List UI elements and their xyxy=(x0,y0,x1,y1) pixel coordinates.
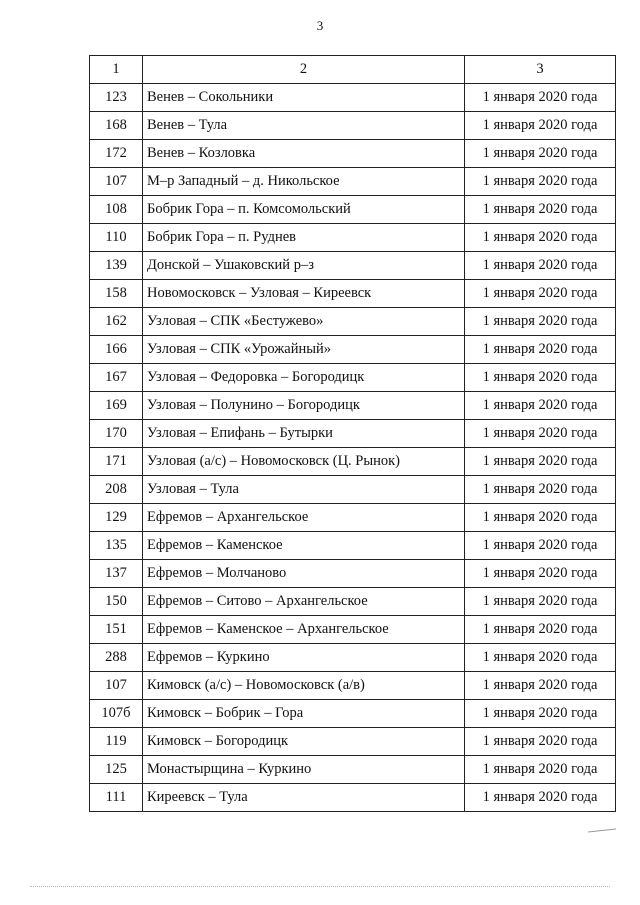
route-name-cell: Узловая – СПК «Урожайный» xyxy=(143,336,465,364)
start-date-cell: 1 января 2020 года xyxy=(465,448,616,476)
table-row xyxy=(90,112,616,140)
route-name-cell: Ефремов – Архангельское xyxy=(143,504,465,532)
route-name-cell: Узловая – Федоровка – Богородицк xyxy=(143,364,465,392)
route-name-cell: Венев – Козловка xyxy=(143,140,465,168)
start-date-cell: 1 января 2020 года xyxy=(465,224,616,252)
route-number-cell: 151 xyxy=(90,616,143,644)
route-number-cell: 170 xyxy=(90,420,143,448)
table-row xyxy=(90,756,616,784)
start-date-cell: 1 января 2020 года xyxy=(465,588,616,616)
start-date-cell: 1 января 2020 года xyxy=(465,644,616,672)
start-date-cell: 1 января 2020 года xyxy=(465,784,616,812)
table-row xyxy=(90,84,616,112)
table-row xyxy=(90,196,616,224)
start-date-cell: 1 января 2020 года xyxy=(465,476,616,504)
table-row xyxy=(90,504,616,532)
start-date-cell: 1 января 2020 года xyxy=(465,168,616,196)
start-date-cell: 1 января 2020 года xyxy=(465,280,616,308)
start-date-cell: 1 января 2020 года xyxy=(465,196,616,224)
start-date-cell: 1 января 2020 года xyxy=(465,112,616,140)
route-number-cell: 150 xyxy=(90,588,143,616)
scan-pen-mark xyxy=(588,829,616,833)
route-name-cell: Венев – Тула xyxy=(143,112,465,140)
start-date-cell: 1 января 2020 года xyxy=(465,420,616,448)
table-row xyxy=(90,252,616,280)
table-row xyxy=(90,644,616,672)
route-number-cell: 119 xyxy=(90,728,143,756)
route-name-cell: Ефремов – Куркино xyxy=(143,644,465,672)
route-name-cell: М–р Западный – д. Никольское xyxy=(143,168,465,196)
route-number-cell: 125 xyxy=(90,756,143,784)
page-number: 3 xyxy=(316,18,324,33)
table-row xyxy=(90,728,616,756)
start-date-cell: 1 января 2020 года xyxy=(465,140,616,168)
table-row xyxy=(90,168,616,196)
route-number-cell: 135 xyxy=(90,532,143,560)
route-number-cell: 167 xyxy=(90,364,143,392)
route-number-cell: 123 xyxy=(90,84,143,112)
route-name-cell: Узловая (а/с) – Новомосковск (Ц. Рынок) xyxy=(143,448,465,476)
route-name-cell: Кимовск (а/с) – Новомосковск (а/в) xyxy=(143,672,465,700)
scan-bottom-artifact xyxy=(30,886,610,889)
route-number-cell: 169 xyxy=(90,392,143,420)
start-date-cell: 1 января 2020 года xyxy=(465,308,616,336)
table-row xyxy=(90,476,616,504)
routes-table xyxy=(89,55,616,812)
route-number-cell: 158 xyxy=(90,280,143,308)
route-name-cell: Ефремов – Ситово – Архангельское xyxy=(143,588,465,616)
table-row xyxy=(90,140,616,168)
table-row xyxy=(90,588,616,616)
route-number-cell: 111 xyxy=(90,784,143,812)
column-header-3: 3 xyxy=(465,56,616,84)
table-row xyxy=(90,364,616,392)
table-header-row xyxy=(90,56,616,84)
route-number-cell: 108 xyxy=(90,196,143,224)
route-number-cell: 129 xyxy=(90,504,143,532)
route-name-cell: Донской – Ушаковский р–з xyxy=(143,252,465,280)
route-name-cell: Ефремов – Молчаново xyxy=(143,560,465,588)
table-row xyxy=(90,672,616,700)
route-number-cell: 166 xyxy=(90,336,143,364)
route-number-cell: 288 xyxy=(90,644,143,672)
route-name-cell: Узловая – Епифань – Бутырки xyxy=(143,420,465,448)
route-name-cell: Кимовск – Богородицк xyxy=(143,728,465,756)
route-number-cell: 172 xyxy=(90,140,143,168)
start-date-cell: 1 января 2020 года xyxy=(465,504,616,532)
table-row xyxy=(90,280,616,308)
start-date-cell: 1 января 2020 года xyxy=(465,616,616,644)
table-row xyxy=(90,420,616,448)
route-name-cell: Узловая – Тула xyxy=(143,476,465,504)
table-row xyxy=(90,336,616,364)
routes-table-container xyxy=(89,55,615,812)
route-number-cell: 171 xyxy=(90,448,143,476)
table-row xyxy=(90,560,616,588)
route-name-cell: Кимовск – Бобрик – Гора xyxy=(143,700,465,728)
start-date-cell: 1 января 2020 года xyxy=(465,532,616,560)
route-number-cell: 168 xyxy=(90,112,143,140)
route-name-cell: Узловая – Полунино – Богородицк xyxy=(143,392,465,420)
start-date-cell: 1 января 2020 года xyxy=(465,700,616,728)
route-name-cell: Монастырщина – Куркино xyxy=(143,756,465,784)
route-name-cell: Бобрик Гора – п. Комсомольский xyxy=(143,196,465,224)
route-name-cell: Ефремов – Каменское – Архангельское xyxy=(143,616,465,644)
table-row xyxy=(90,616,616,644)
start-date-cell: 1 января 2020 года xyxy=(465,672,616,700)
start-date-cell: 1 января 2020 года xyxy=(465,728,616,756)
route-name-cell: Бобрик Гора – п. Руднев xyxy=(143,224,465,252)
table-row xyxy=(90,224,616,252)
start-date-cell: 1 января 2020 года xyxy=(465,392,616,420)
start-date-cell: 1 января 2020 года xyxy=(465,560,616,588)
route-name-cell: Киреевск – Тула xyxy=(143,784,465,812)
start-date-cell: 1 января 2020 года xyxy=(465,252,616,280)
route-number-cell: 107 xyxy=(90,168,143,196)
table-row xyxy=(90,448,616,476)
route-number-cell: 107б xyxy=(90,700,143,728)
table-row xyxy=(90,308,616,336)
table-row xyxy=(90,700,616,728)
table-row xyxy=(90,784,616,812)
route-number-cell: 137 xyxy=(90,560,143,588)
route-number-cell: 107 xyxy=(90,672,143,700)
route-name-cell: Новомосковск – Узловая – Киреевск xyxy=(143,280,465,308)
table-row xyxy=(90,392,616,420)
column-header-2: 2 xyxy=(143,56,465,84)
start-date-cell: 1 января 2020 года xyxy=(465,84,616,112)
route-name-cell: Ефремов – Каменское xyxy=(143,532,465,560)
route-number-cell: 162 xyxy=(90,308,143,336)
column-header-1: 1 xyxy=(90,56,143,84)
route-number-cell: 208 xyxy=(90,476,143,504)
route-name-cell: Узловая – СПК «Бестужево» xyxy=(143,308,465,336)
table-row xyxy=(90,532,616,560)
start-date-cell: 1 января 2020 года xyxy=(465,364,616,392)
start-date-cell: 1 января 2020 года xyxy=(465,756,616,784)
table-body xyxy=(90,84,616,812)
route-number-cell: 139 xyxy=(90,252,143,280)
route-name-cell: Венев – Сокольники xyxy=(143,84,465,112)
route-number-cell: 110 xyxy=(90,224,143,252)
start-date-cell: 1 января 2020 года xyxy=(465,336,616,364)
